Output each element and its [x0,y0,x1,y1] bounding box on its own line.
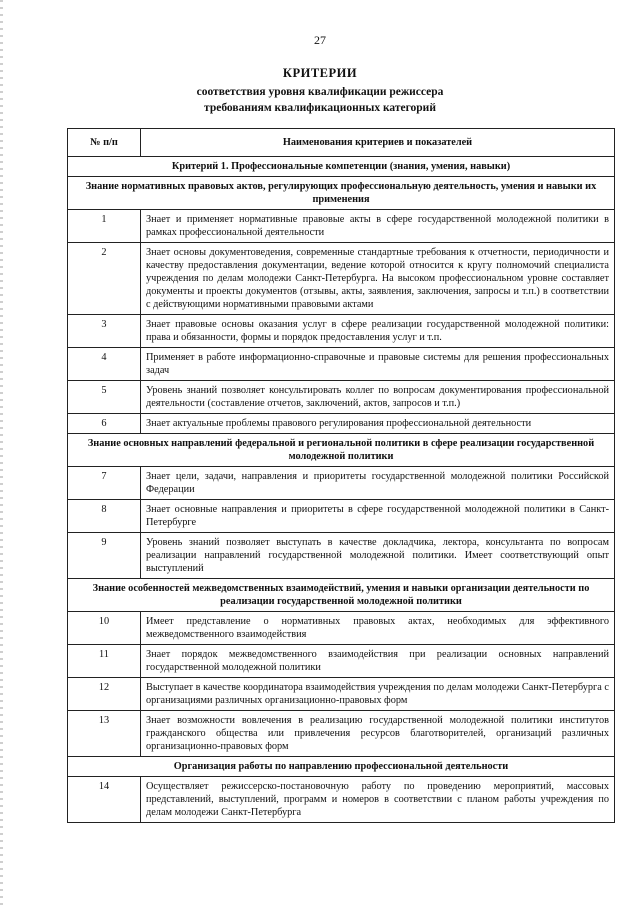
group-header-row [68,177,615,210]
row-text: Уровень знаний позволяет выступать в качестве докладчика, лектора, консультанта по вопросам реализации направлений государственной молодежной политики. Имеет соответствующий опыт выступлений [141,533,615,579]
row-text: Осуществляет режиссерско-постановочную работу по проведению мероприятий, массовых представлений, выступлений, программ и номеров в соответствии с планом работы учреждения по делам молодежи Санкт-Петербурга [141,777,615,823]
group-title-3: Знание особенностей межведомственных взаимодействий, умения и навыки организации деятельности по реализации государственной молодежной политики [68,579,615,612]
row-number: 14 [68,777,141,823]
row-number: 13 [68,711,141,757]
table-row [68,533,615,579]
subtitle-line-2: требованиям квалификационных категорий [204,102,436,114]
row-number: 1 [68,210,141,243]
row-number: 4 [68,348,141,381]
criterion-row [68,157,615,177]
subtitle-line-1: соответствия уровня квалификации режиссера [196,86,444,98]
criterion-title: Критерий 1. Профессиональные компетенции (знания, умения, навыки) [68,157,615,177]
table-row [68,612,615,645]
table-row [68,381,615,414]
criteria-table [67,128,615,823]
group-header-row [68,757,615,777]
row-number: 8 [68,500,141,533]
table-row [68,467,615,500]
row-number: 9 [68,533,141,579]
row-text: Применяет в работе информационно-справочные и правовые системы для решения профессиональных задач [141,348,615,381]
page-number: 27 [314,33,326,47]
row-text: Знает и применяет нормативные правовые акты в сфере государственной молодежной политики в рамках профессиональной деятельности [141,210,615,243]
group-header-row [68,579,615,612]
row-text: Знает основы документоведения, современные стандартные требования к отчетности, периодичности и качеству предоставления документации, ведение которой относится к кругу полномочий специалиста учреждения по делам молодежи Санкт-Петербурга. На высоком профессиональном уровне составляет документы и проекты документов (отзывы, акты, заявления, заключения, запросы и т.п.) в соответствии с действующими нормативными правовыми актами [141,243,615,315]
table-row [68,315,615,348]
group-header-row [68,434,615,467]
header-num: № п/п [68,129,141,157]
row-number: 7 [68,467,141,500]
table-row [68,678,615,711]
row-number: 12 [68,678,141,711]
row-text: Знает актуальные проблемы правового регулирования профессиональной деятельности [141,414,615,434]
row-text: Знает возможности вовлечения в реализацию государственной молодежной политики институтов гражданского общества или привлечения ресурсов благотворителей, организаций различных организационно-правовых форм [141,711,615,757]
table-row [68,414,615,434]
row-number: 2 [68,243,141,315]
document-title: КРИТЕРИИ [282,66,358,80]
row-number: 10 [68,612,141,645]
header-name: Наименования критериев и показателей [141,129,615,157]
document-subtitle [130,84,510,116]
group-title-2: Знание основных направлений федеральной и региональной политики в сфере реализации государственной молодежной политики [68,434,615,467]
table-header-row [68,129,615,157]
table-row [68,777,615,823]
table-row [68,210,615,243]
row-text: Уровень знаний позволяет консультировать коллег по вопросам документирования профессиональной деятельности (составление отчетов, заключений, актов, запросов и т.п.) [141,381,615,414]
table-row [68,500,615,533]
table-row [68,243,615,315]
row-number: 11 [68,645,141,678]
scan-edge-artifact [0,0,3,905]
row-number: 3 [68,315,141,348]
row-text: Знает основные направления и приоритеты в сфере государственной молодежной политики в Санкт-Петербурге [141,500,615,533]
row-text: Выступает в качестве координатора взаимодействия учреждения по делам молодежи Санкт-Петербурга с организациями различных организационно-правовых форм [141,678,615,711]
row-text: Знает правовые основы оказания услуг в сфере реализации государственной молодежной политики: права и обязанности, формы и порядок предоставления услуг и т.п. [141,315,615,348]
row-text: Знает цели, задачи, направления и приоритеты государственной молодежной политики Российской Федерации [141,467,615,500]
group-title-1: Знание нормативных правовых актов, регулирующих профессиональную деятельность, умения и навыки их применения [68,177,615,210]
row-text: Знает порядок межведомственного взаимодействия при реализации основных направлений государственной молодежной политики [141,645,615,678]
table-row [68,348,615,381]
table-row [68,711,615,757]
row-number: 5 [68,381,141,414]
table-row [68,645,615,678]
row-number: 6 [68,414,141,434]
group-title-4: Организация работы по направлению профессиональной деятельности [68,757,615,777]
row-text: Имеет представление о нормативных правовых актах, необходимых для эффективного межведомственного взаимодействия [141,612,615,645]
